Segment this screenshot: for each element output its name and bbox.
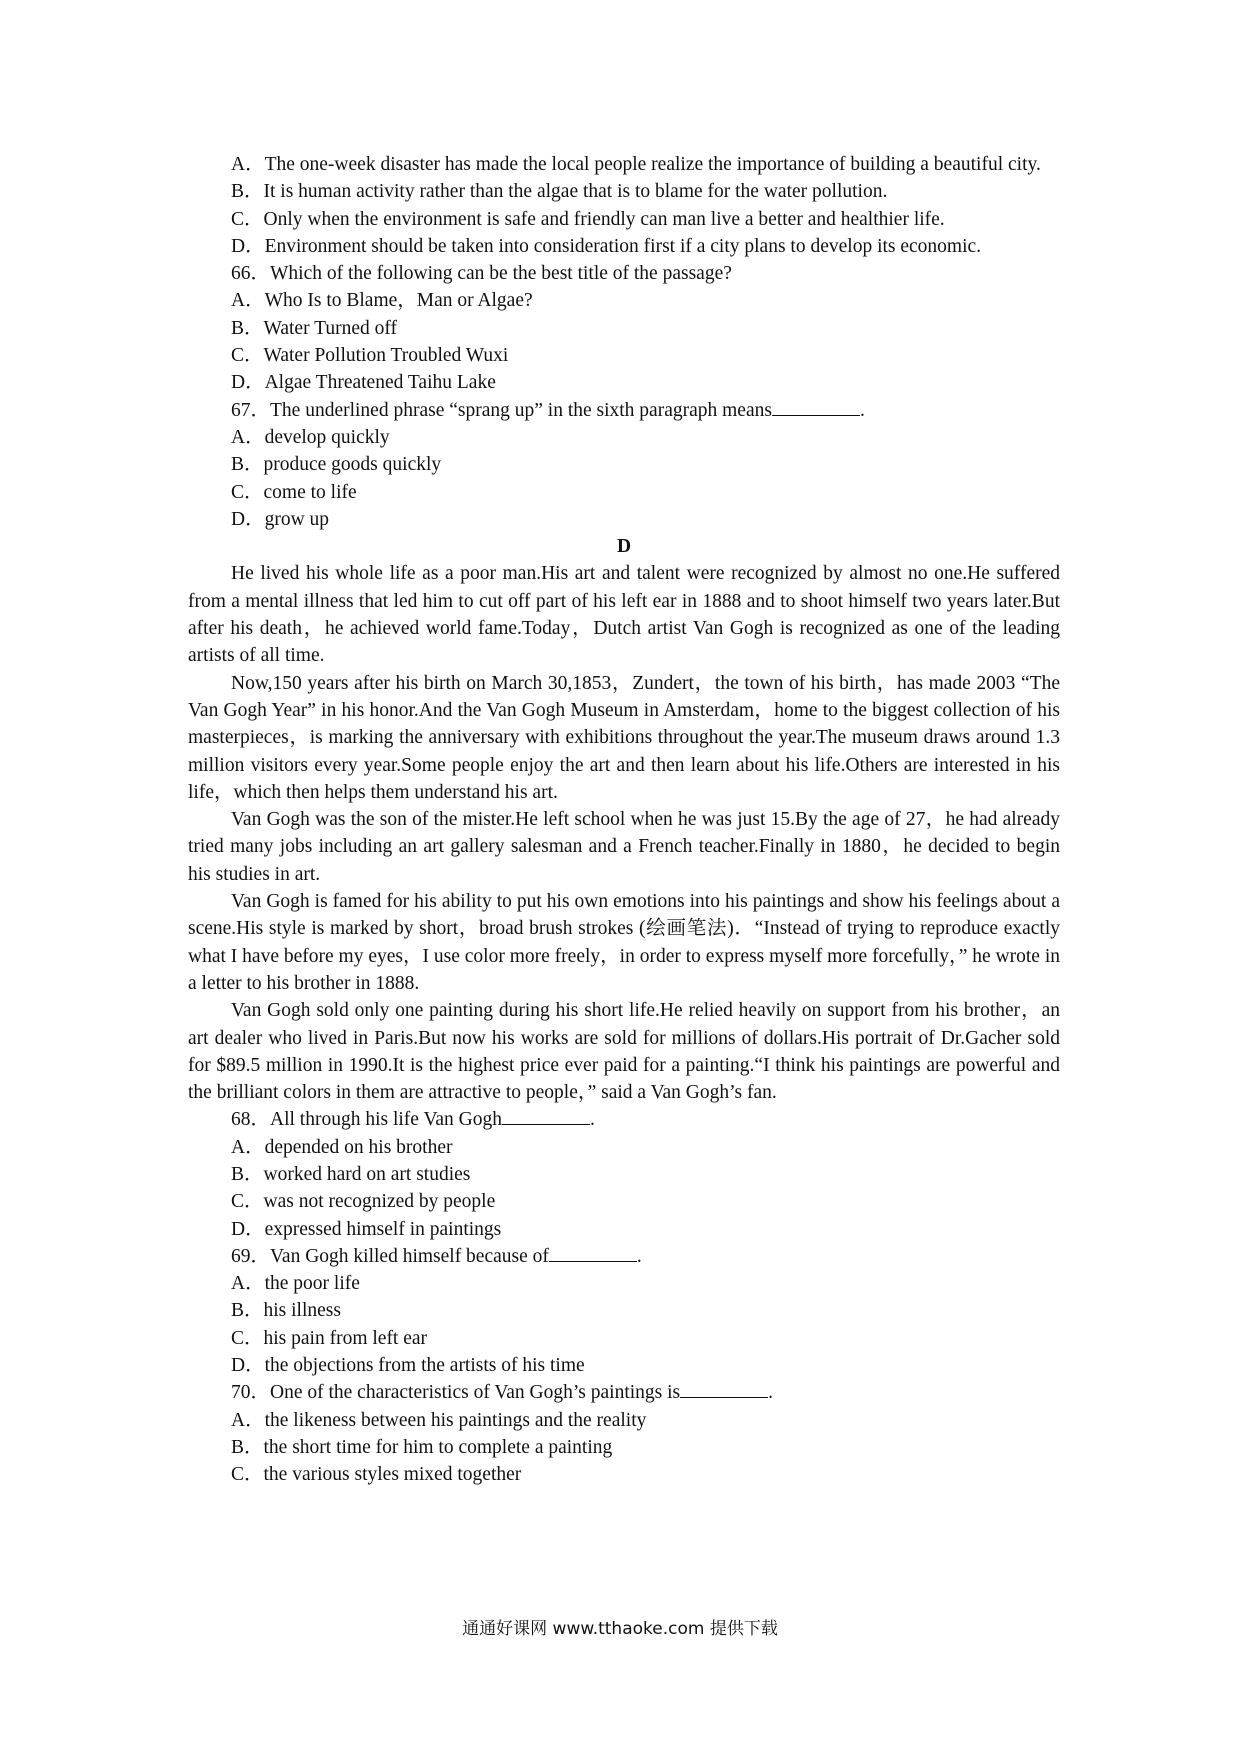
passage-paragraph-1: He lived his whole life as a poor man.His art and talent were recognized by almost no one.He suffered from a mental illness that led him to cut off part of his left ear in 1888 and to shoot himself two years later.But after his death，he achieved world fame.Today，Dutch artist Van Gogh is recognized as one of the leading artists of all time. — [188, 563, 1060, 667]
question-70-stem-text: 70．One of the characteristics of Van Gogh’s paintings is — [231, 1382, 681, 1404]
passage-paragraph-5: Van Gogh sold only one painting during his short life.He relied heavily on support from his brother，an art dealer who lived in Paris.But now his works are sold for millions of dollars.His portrait of Dr.Gacher sold for $89.5 million in 1990.It is the highest price ever paid for a painting.“I think his paintings are powerful and the brilliant colors in them are attractive to people，” said a Van Gogh’s fan. — [188, 1000, 1060, 1104]
prev-option-b: B．It is human activity rather than the algae that is to blame for the water pollution. — [231, 181, 888, 203]
question-68-stem — [188, 1106, 1060, 1133]
answer-blank — [502, 1107, 590, 1125]
section-title: D — [616, 536, 632, 558]
question-67-stem — [188, 397, 1060, 424]
question-66-stem: 66．Which of the following can be the best title of the passage? — [231, 263, 732, 285]
question-68-stem-text: 68．All through his life Van Gogh — [231, 1109, 503, 1131]
passage-paragraph-3: Van Gogh was the son of the mister.He left school when he was just 15.By the age of 27，he had already tried many jobs including an art gallery salesman and a French teacher.Finally in 1880，he decided to begin his studies in art. — [188, 809, 1060, 885]
page-footer: 通通好课网 www.tthaoke.com 提供下载 — [462, 1619, 778, 1639]
answer-blank — [549, 1244, 637, 1262]
prev-option-d: D．Environment should be taken into consideration first if a city plans to develop its economic. — [231, 235, 982, 257]
question-68-stem-end: . — [590, 1109, 595, 1131]
question-66-option-a: A．Who Is to Blame，Man or Algae? — [231, 290, 533, 312]
question-66-option-d: D．Algae Threatened Taihu Lake — [231, 372, 496, 394]
prev-option-c: C．Only when the environment is safe and friendly can man live a better and healthier life. — [231, 208, 945, 230]
question-67-option-a: A．develop quickly — [231, 426, 390, 448]
question-70-option-b: B．the short time for him to complete a painting — [231, 1436, 613, 1458]
answer-blank — [680, 1380, 768, 1398]
question-69-option-d: D．the objections from the artists of his time — [231, 1355, 585, 1377]
question-66-option-b: B．Water Turned off — [231, 317, 397, 339]
question-69-stem — [188, 1243, 1060, 1270]
question-69-option-b: B．his illness — [231, 1300, 341, 1322]
question-70-stem — [188, 1379, 1060, 1406]
question-69-option-a: A．the poor life — [231, 1273, 360, 1295]
question-68-option-b: B．worked hard on art studies — [231, 1163, 471, 1185]
answer-blank — [772, 398, 860, 416]
question-66-option-c: C．Water Pollution Troubled Wuxi — [231, 345, 509, 367]
question-70-option-a: A．the likeness between his paintings and the reality — [231, 1409, 647, 1431]
question-68-option-a: A．depended on his brother — [231, 1136, 453, 1158]
question-67-option-d: D．grow up — [231, 508, 330, 530]
question-70-stem-end: . — [768, 1382, 774, 1404]
question-69-option-c: C．his pain from left ear — [231, 1327, 428, 1349]
question-69-stem-end: . — [636, 1245, 642, 1267]
passage-paragraph-4: Van Gogh is famed for his ability to put his own emotions into his paintings and show his feelings about a scene.His style is marked by short，broad brush strokes (绘画笔法)．“Instead of trying to reproduce exactly what I have before my eyes，I use color more freely，in order to express myself more forcefully，” he wrote in a letter to his brother in 1888. — [188, 891, 1060, 994]
question-67-option-b: B．produce goods quickly — [231, 454, 442, 476]
question-69-stem-text: 69．Van Gogh killed himself because of — [231, 1245, 549, 1267]
question-67-stem-end: . — [859, 399, 865, 421]
question-67-stem-text: 67．The underlined phrase “sprang up” in the sixth paragraph means — [231, 399, 772, 421]
exam-page-body — [188, 151, 1060, 1489]
prev-option-a: A．The one-week disaster has made the local people realize the importance of building a beautiful city. — [231, 154, 1041, 175]
question-70-option-c: C．the various styles mixed together — [231, 1464, 522, 1486]
question-68-option-d: D．expressed himself in paintings — [231, 1218, 502, 1240]
question-68-option-c: C．was not recognized by people — [231, 1191, 496, 1213]
question-67-option-c: C．come to life — [231, 481, 357, 503]
passage-paragraph-2: Now,150 years after his birth on March 30,1853，Zundert，the town of his birth，has made 2003 “The Van Gogh Year” in his honor.And the Van Gogh Museum in Amsterdam，home to the biggest collection of his masterpieces，is marking the anniversary with exhibitions throughout the year.The museum draws around 1.3 million visitors every year.Some people enjoy the art and then learn about his life.Others are interested in his life，which then helps them understand his art. — [188, 672, 1061, 803]
